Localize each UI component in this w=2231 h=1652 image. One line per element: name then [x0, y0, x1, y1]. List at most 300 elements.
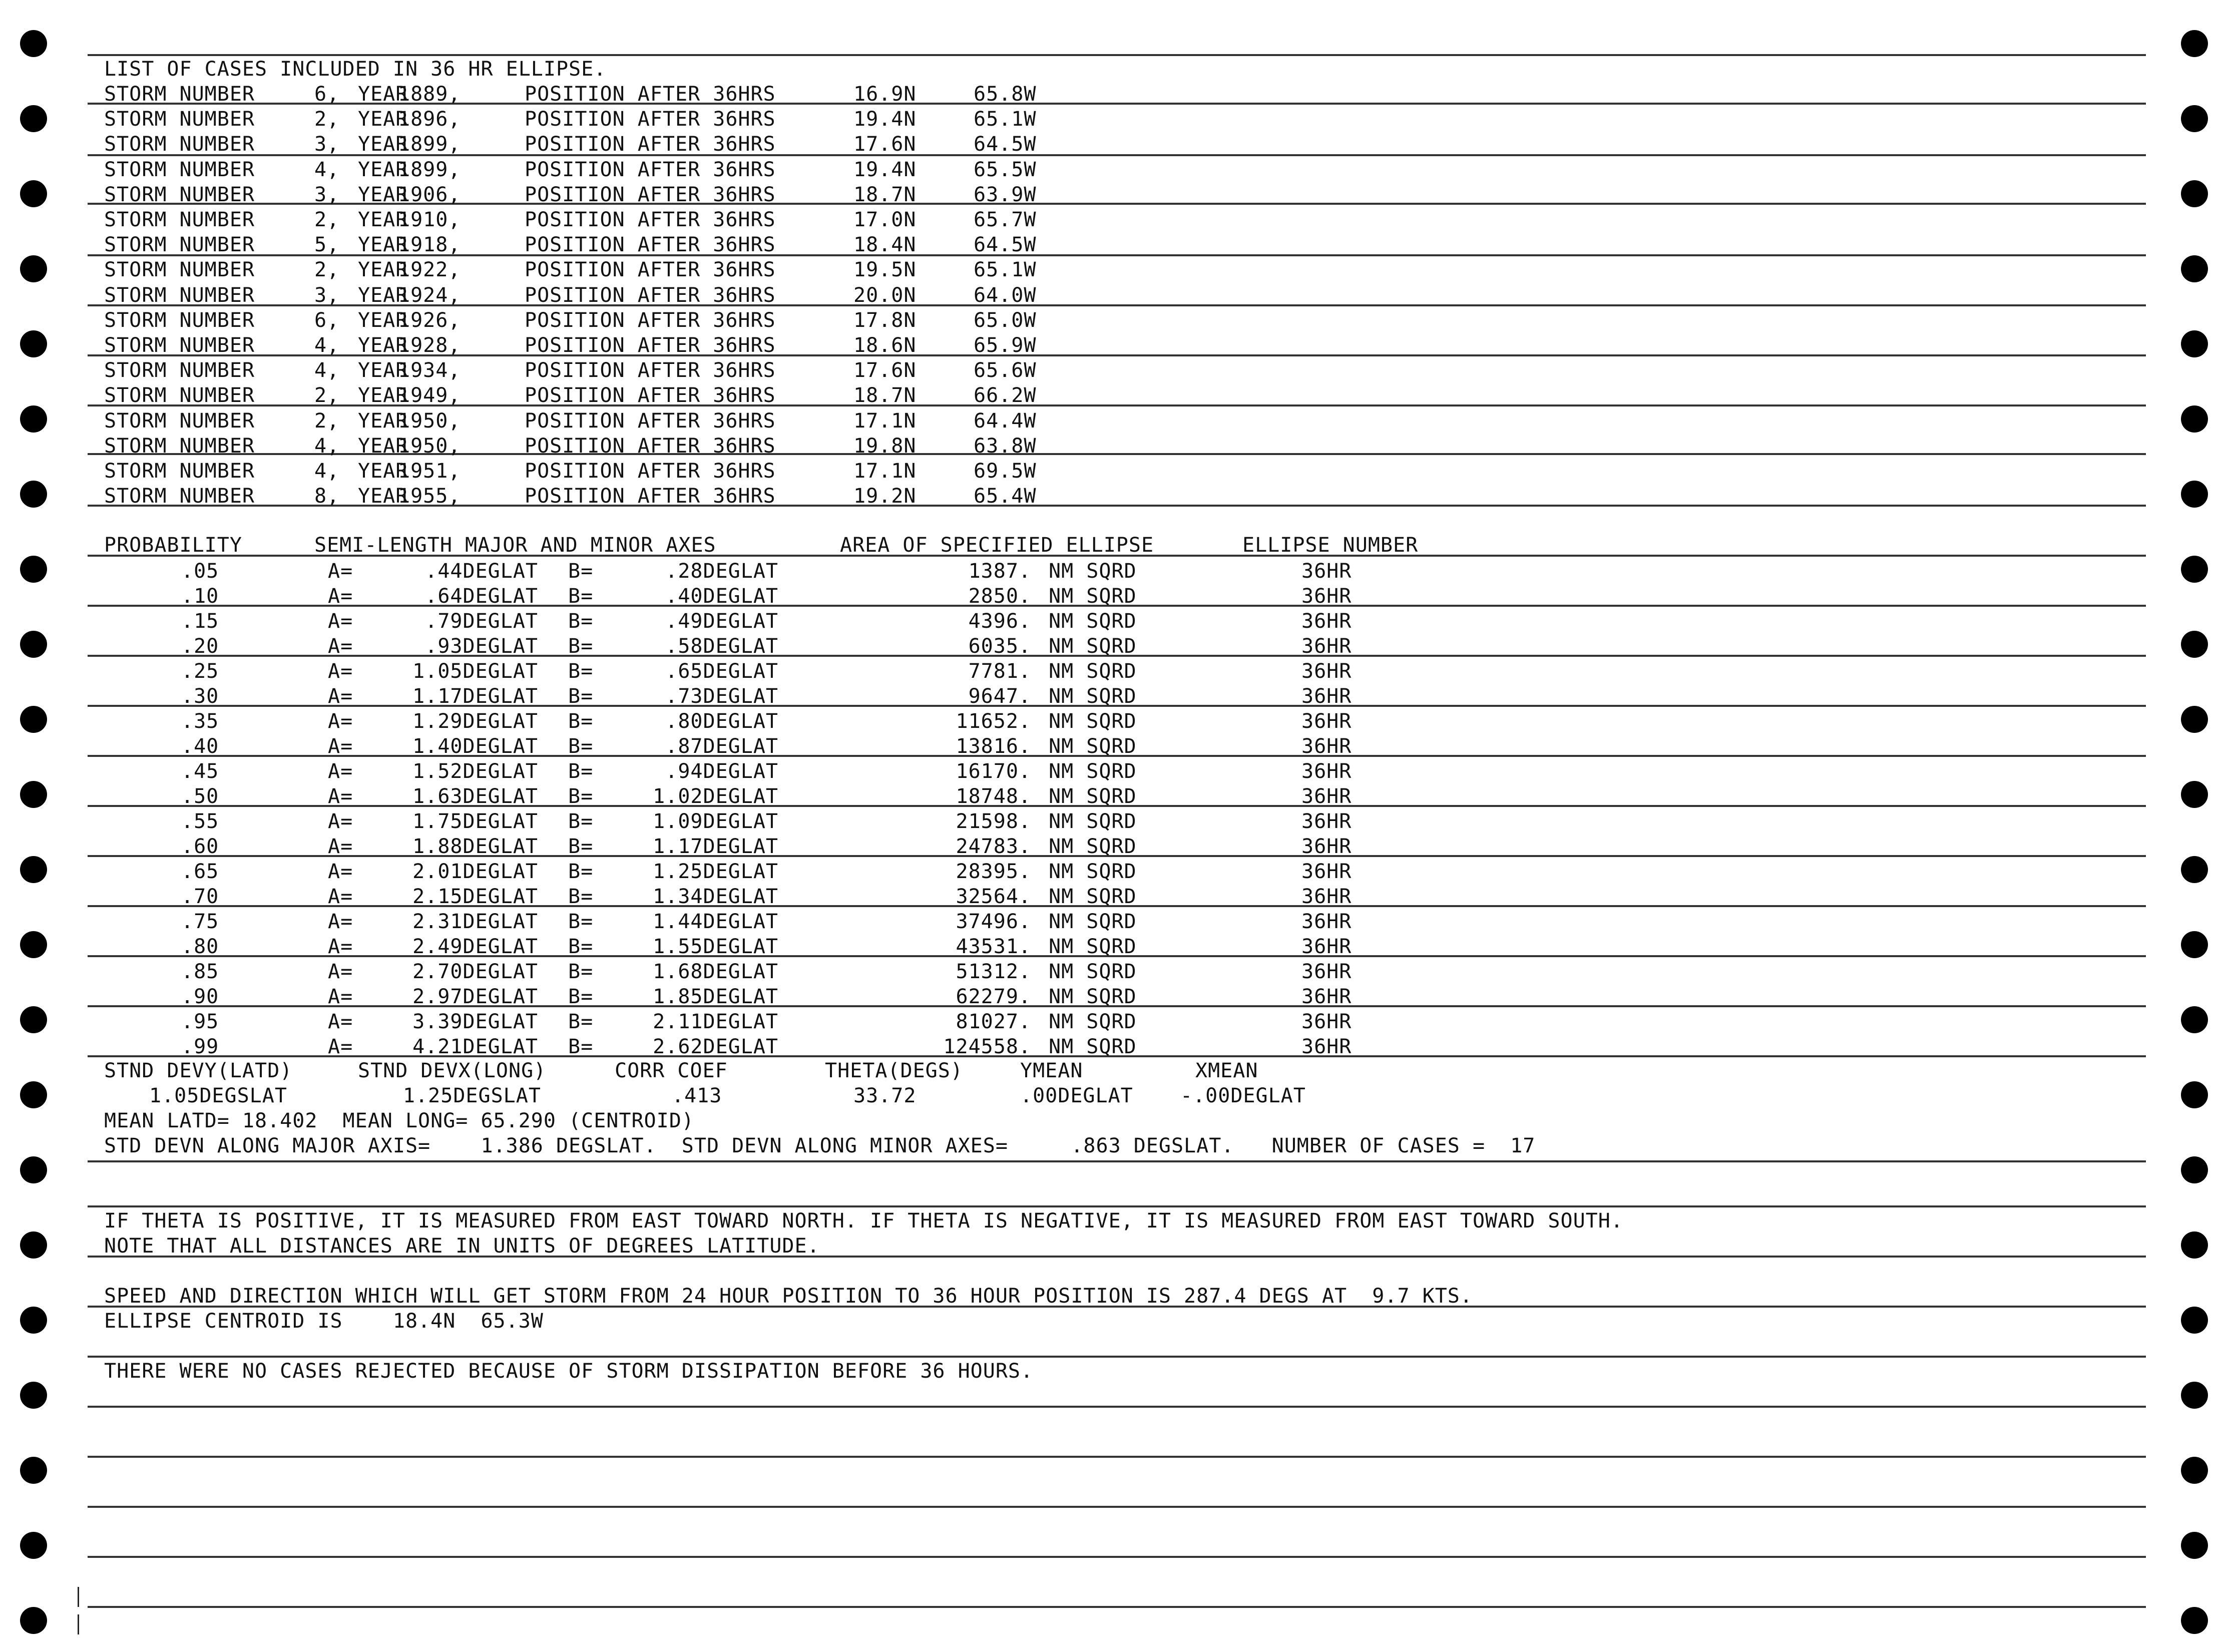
ellipse-number: 36HR: [1301, 660, 1352, 683]
area-unit: NM SQRD: [1049, 760, 1137, 783]
ruled-line: [88, 1406, 2146, 1408]
case-lat: 18.7N: [853, 384, 917, 407]
area-unit: NM SQRD: [1049, 735, 1137, 758]
a-label: A=: [328, 960, 353, 983]
area-unit: NM SQRD: [1049, 935, 1137, 958]
stats-ymean-label: YMEAN: [1020, 1059, 1083, 1082]
feed-hole: [2181, 1307, 2208, 1334]
ellipse-number: 36HR: [1301, 735, 1352, 758]
case-storm-label: STORM NUMBER: [104, 233, 255, 257]
a-label: A=: [328, 585, 353, 608]
feed-hole: [20, 706, 47, 733]
stats-ymean-value: .00DEGLAT: [1020, 1084, 1133, 1107]
case-lon: 64.5W: [974, 233, 1037, 257]
feed-hole: [20, 631, 47, 658]
a-value: 1.29DEGLAT: [412, 710, 538, 733]
area-value: 37496.: [956, 910, 1031, 933]
b-label: B=: [568, 735, 594, 758]
case-year: 1950,: [398, 409, 461, 433]
area-unit: NM SQRD: [1049, 835, 1137, 858]
case-lat: 19.4N: [853, 158, 917, 181]
case-storm-label: STORM NUMBER: [104, 83, 255, 106]
b-value: 1.17DEGLAT: [653, 835, 778, 858]
a-value: 1.40DEGLAT: [412, 735, 538, 758]
a-value: .64DEGLAT: [425, 585, 538, 608]
feed-hole: [2181, 1457, 2208, 1484]
prob-value: .55: [181, 810, 219, 833]
a-label: A=: [328, 910, 353, 933]
stats-corr-value: .413: [672, 1084, 722, 1107]
perforation-mark: [78, 1614, 79, 1634]
a-label: A=: [328, 985, 353, 1008]
ellipse-centroid-line: ELLIPSE CENTROID IS 18.4N 65.3W: [104, 1310, 544, 1333]
case-lon: 63.9W: [974, 183, 1037, 206]
ellipse-number: 36HR: [1301, 1035, 1352, 1058]
area-value: 13816.: [956, 735, 1031, 758]
case-lon: 69.5W: [974, 460, 1037, 483]
case-year-label: YEAR: [358, 434, 408, 458]
a-value: 1.88DEGLAT: [412, 835, 538, 858]
feed-hole: [20, 1307, 47, 1334]
feed-hole: [2181, 1006, 2208, 1033]
feed-hole: [2181, 781, 2208, 808]
a-value: 2.97DEGLAT: [412, 985, 538, 1008]
a-value: .44DEGLAT: [425, 560, 538, 583]
feed-hole: [20, 556, 47, 583]
case-position-label: POSITION AFTER 36HRS: [525, 409, 776, 433]
case-position-label: POSITION AFTER 36HRS: [525, 460, 776, 483]
b-value: .28DEGLAT: [665, 560, 778, 583]
a-value: 2.31DEGLAT: [412, 910, 538, 933]
b-label: B=: [568, 910, 594, 933]
case-year-label: YEAR: [358, 359, 408, 382]
b-label: B=: [568, 710, 594, 733]
prob-value: .10: [181, 585, 219, 608]
area-unit: NM SQRD: [1049, 1010, 1137, 1033]
case-storm-number: 4,: [314, 158, 340, 181]
a-value: 4.21DEGLAT: [412, 1035, 538, 1058]
case-year-label: YEAR: [358, 334, 408, 357]
case-year-label: YEAR: [358, 158, 408, 181]
b-value: .87DEGLAT: [665, 735, 778, 758]
prob-col-probability: PROBABILITY: [104, 534, 242, 557]
ellipse-number: 36HR: [1301, 560, 1352, 583]
area-value: 62279.: [956, 985, 1031, 1008]
b-label: B=: [568, 885, 594, 908]
case-storm-label: STORM NUMBER: [104, 283, 255, 307]
area-unit: NM SQRD: [1049, 585, 1137, 608]
ellipse-number: 36HR: [1301, 685, 1352, 708]
a-value: .93DEGLAT: [425, 635, 538, 658]
area-unit: NM SQRD: [1049, 910, 1137, 933]
a-label: A=: [328, 810, 353, 833]
case-storm-label: STORM NUMBER: [104, 409, 255, 433]
case-storm-label: STORM NUMBER: [104, 108, 255, 131]
a-label: A=: [328, 660, 353, 683]
rejected-cases-line: THERE WERE NO CASES REJECTED BECAUSE OF STORM DISSIPATION BEFORE 36 HOURS.: [104, 1360, 1034, 1383]
case-year: 1910,: [398, 208, 461, 231]
b-value: 1.68DEGLAT: [653, 960, 778, 983]
case-year-label: YEAR: [358, 258, 408, 282]
speed-direction-line: SPEED AND DIRECTION WHICH WILL GET STORM FROM 24 HOUR POSITION TO 36 HOUR POSITION IS 287.4 DEGS AT 9.7 KTS.: [104, 1285, 1473, 1308]
case-year-label: YEAR: [358, 308, 408, 332]
feed-hole: [2181, 180, 2208, 207]
case-storm-number: 4,: [314, 460, 340, 483]
b-value: .80DEGLAT: [665, 710, 778, 733]
area-unit: NM SQRD: [1049, 660, 1137, 683]
stats-xmean-value: -.00DEGLAT: [1180, 1084, 1306, 1107]
b-value: 2.62DEGLAT: [653, 1035, 778, 1058]
case-storm-number: 6,: [314, 83, 340, 106]
b-label: B=: [568, 960, 594, 983]
stats-devx-label: STND DEVX(LONG): [358, 1059, 547, 1082]
case-lat: 17.1N: [853, 460, 917, 483]
area-unit: NM SQRD: [1049, 810, 1137, 833]
a-label: A=: [328, 735, 353, 758]
case-storm-number: 2,: [314, 258, 340, 282]
case-lat: 19.5N: [853, 258, 917, 282]
case-position-label: POSITION AFTER 36HRS: [525, 208, 776, 231]
case-year-label: YEAR: [358, 233, 408, 257]
case-lat: 19.8N: [853, 434, 917, 458]
feed-hole: [20, 255, 47, 282]
case-year: 1896,: [398, 108, 461, 131]
case-storm-number: 2,: [314, 208, 340, 231]
stats-theta-label: THETA(DEGS): [825, 1059, 963, 1082]
mean-line: MEAN LATD= 18.402 MEAN LONG= 65.290 (CENTROID): [104, 1109, 694, 1132]
ellipse-number: 36HR: [1301, 785, 1352, 808]
b-value: 1.09DEGLAT: [653, 810, 778, 833]
stats-devy-value: 1.05DEGSLAT: [149, 1084, 287, 1107]
case-position-label: POSITION AFTER 36HRS: [525, 258, 776, 282]
b-value: 1.85DEGLAT: [653, 985, 778, 1008]
b-value: 2.11DEGLAT: [653, 1010, 778, 1033]
area-unit: NM SQRD: [1049, 710, 1137, 733]
case-year: 1949,: [398, 384, 461, 407]
case-lat: 20.0N: [853, 283, 917, 307]
b-value: 1.02DEGLAT: [653, 785, 778, 808]
area-unit: NM SQRD: [1049, 635, 1137, 658]
case-lat: 17.6N: [853, 359, 917, 382]
case-year-label: YEAR: [358, 283, 408, 307]
area-unit: NM SQRD: [1049, 985, 1137, 1008]
a-label: A=: [328, 685, 353, 708]
case-storm-label: STORM NUMBER: [104, 158, 255, 181]
a-label: A=: [328, 1010, 353, 1033]
prob-col-axes: SEMI-LENGTH MAJOR AND MINOR AXES: [314, 534, 716, 557]
case-storm-label: STORM NUMBER: [104, 308, 255, 332]
a-value: 1.05DEGLAT: [412, 660, 538, 683]
case-lon: 66.2W: [974, 384, 1037, 407]
case-position-label: POSITION AFTER 36HRS: [525, 183, 776, 206]
a-label: A=: [328, 860, 353, 883]
case-year: 1950,: [398, 434, 461, 458]
b-label: B=: [568, 610, 594, 633]
case-lon: 64.0W: [974, 283, 1037, 307]
prob-value: .80: [181, 935, 219, 958]
a-value: 2.49DEGLAT: [412, 935, 538, 958]
case-lon: 65.7W: [974, 208, 1037, 231]
case-position-label: POSITION AFTER 36HRS: [525, 108, 776, 131]
area-value: 11652.: [956, 710, 1031, 733]
perforation-mark: [78, 1587, 79, 1607]
ellipse-number: 36HR: [1301, 760, 1352, 783]
feed-hole: [20, 1156, 47, 1183]
ruled-line: [88, 1506, 2146, 1508]
case-position-label: POSITION AFTER 36HRS: [525, 83, 776, 106]
feed-hole: [20, 1457, 47, 1484]
prob-value: .85: [181, 960, 219, 983]
prob-value: .30: [181, 685, 219, 708]
prob-value: .20: [181, 635, 219, 658]
case-year: 1922,: [398, 258, 461, 282]
prob-value: .35: [181, 710, 219, 733]
prob-value: .65: [181, 860, 219, 883]
ellipse-number: 36HR: [1301, 935, 1352, 958]
ellipse-number: 36HR: [1301, 710, 1352, 733]
ellipse-number: 36HR: [1301, 635, 1352, 658]
b-value: 1.55DEGLAT: [653, 935, 778, 958]
a-value: 1.52DEGLAT: [412, 760, 538, 783]
a-label: A=: [328, 710, 353, 733]
case-year: 1889,: [398, 83, 461, 106]
case-storm-number: 5,: [314, 233, 340, 257]
case-storm-label: STORM NUMBER: [104, 384, 255, 407]
feed-hole: [2181, 255, 2208, 282]
feed-hole: [20, 1006, 47, 1033]
feed-hole: [2181, 556, 2208, 583]
prob-value: .15: [181, 610, 219, 633]
area-value: 21598.: [956, 810, 1031, 833]
feed-hole: [2181, 1607, 2208, 1634]
feed-hole: [2181, 1382, 2208, 1409]
case-storm-label: STORM NUMBER: [104, 183, 255, 206]
area-value: 7781.: [968, 660, 1031, 683]
b-label: B=: [568, 1035, 594, 1058]
b-value: .65DEGLAT: [665, 660, 778, 683]
b-value: 1.25DEGLAT: [653, 860, 778, 883]
ellipse-number: 36HR: [1301, 960, 1352, 983]
stats-theta-value: 33.72: [853, 1084, 917, 1107]
ellipse-number: 36HR: [1301, 985, 1352, 1008]
ellipse-number: 36HR: [1301, 910, 1352, 933]
case-storm-number: 3,: [314, 133, 340, 156]
case-year: 1899,: [398, 133, 461, 156]
feed-hole: [20, 105, 47, 132]
feed-hole: [2181, 1081, 2208, 1108]
b-label: B=: [568, 685, 594, 708]
ellipse-number: 36HR: [1301, 1010, 1352, 1033]
case-storm-number: 3,: [314, 183, 340, 206]
case-year: 1899,: [398, 158, 461, 181]
cases-header: LIST OF CASES INCLUDED IN 36 HR ELLIPSE.: [104, 58, 607, 81]
prob-value: .45: [181, 760, 219, 783]
feed-hole: [2181, 330, 2208, 357]
case-position-label: POSITION AFTER 36HRS: [525, 384, 776, 407]
feed-hole: [20, 781, 47, 808]
case-storm-number: 2,: [314, 384, 340, 407]
feed-hole: [2181, 1532, 2208, 1559]
prob-value: .05: [181, 560, 219, 583]
case-lon: 64.5W: [974, 133, 1037, 156]
prob-value: .70: [181, 885, 219, 908]
a-value: 1.17DEGLAT: [412, 685, 538, 708]
feed-hole: [2181, 405, 2208, 433]
case-position-label: POSITION AFTER 36HRS: [525, 133, 776, 156]
area-value: 2850.: [968, 585, 1031, 608]
feed-hole: [20, 1231, 47, 1259]
case-storm-label: STORM NUMBER: [104, 133, 255, 156]
case-year-label: YEAR: [358, 485, 408, 508]
feed-hole: [2181, 1156, 2208, 1183]
ruled-line: [88, 1356, 2146, 1358]
case-lon: 65.0W: [974, 308, 1037, 332]
case-position-label: POSITION AFTER 36HRS: [525, 359, 776, 382]
ellipse-number: 36HR: [1301, 835, 1352, 858]
case-lon: 65.9W: [974, 334, 1037, 357]
feed-hole: [2181, 1231, 2208, 1259]
area-unit: NM SQRD: [1049, 1035, 1137, 1058]
a-value: 2.70DEGLAT: [412, 960, 538, 983]
prob-col-ellipse: ELLIPSE NUMBER: [1242, 534, 1419, 557]
ellipse-number: 36HR: [1301, 585, 1352, 608]
case-storm-label: STORM NUMBER: [104, 460, 255, 483]
area-value: 32564.: [956, 885, 1031, 908]
ellipse-number: 36HR: [1301, 810, 1352, 833]
feed-hole: [2181, 631, 2208, 658]
a-label: A=: [328, 610, 353, 633]
prob-col-area: AREA OF SPECIFIED ELLIPSE: [840, 534, 1154, 557]
feed-hole: [20, 1382, 47, 1409]
feed-hole: [20, 330, 47, 357]
b-label: B=: [568, 835, 594, 858]
b-value: .73DEGLAT: [665, 685, 778, 708]
prob-value: .50: [181, 785, 219, 808]
case-storm-label: STORM NUMBER: [104, 434, 255, 458]
feed-hole: [2181, 481, 2208, 508]
case-year: 1934,: [398, 359, 461, 382]
ellipse-number: 36HR: [1301, 885, 1352, 908]
case-storm-number: 4,: [314, 434, 340, 458]
a-value: 2.01DEGLAT: [412, 860, 538, 883]
case-lat: 17.1N: [853, 409, 917, 433]
a-label: A=: [328, 560, 353, 583]
a-label: A=: [328, 935, 353, 958]
feed-hole: [20, 1532, 47, 1559]
area-unit: NM SQRD: [1049, 960, 1137, 983]
area-value: 81027.: [956, 1010, 1031, 1033]
case-lat: 16.9N: [853, 83, 917, 106]
b-label: B=: [568, 560, 594, 583]
left-feed-strip: [20, 0, 60, 1652]
case-lon: 65.6W: [974, 359, 1037, 382]
ruled-line: [88, 1606, 2146, 1608]
a-label: A=: [328, 885, 353, 908]
b-value: 1.34DEGLAT: [653, 885, 778, 908]
case-storm-label: STORM NUMBER: [104, 485, 255, 508]
prob-value: .99: [181, 1035, 219, 1058]
case-lon: 65.4W: [974, 485, 1037, 508]
case-storm-label: STORM NUMBER: [104, 208, 255, 231]
b-label: B=: [568, 860, 594, 883]
case-lat: 18.7N: [853, 183, 917, 206]
b-label: B=: [568, 810, 594, 833]
stdev-line: STD DEVN ALONG MAJOR AXIS= 1.386 DEGSLAT. STD DEVN ALONG MINOR AXES= .863 DEGSLAT. NUMBER OF CASES = 17: [104, 1134, 1536, 1157]
area-value: 18748.: [956, 785, 1031, 808]
stats-devx-value: 1.25DEGSLAT: [403, 1084, 541, 1107]
area-value: 16170.: [956, 760, 1031, 783]
case-lat: 17.8N: [853, 308, 917, 332]
feed-hole: [2181, 105, 2208, 132]
case-storm-number: 4,: [314, 359, 340, 382]
b-label: B=: [568, 935, 594, 958]
case-year-label: YEAR: [358, 183, 408, 206]
case-lon: 65.5W: [974, 158, 1037, 181]
prob-value: .95: [181, 1010, 219, 1033]
case-year-label: YEAR: [358, 460, 408, 483]
ellipse-number: 36HR: [1301, 860, 1352, 883]
feed-hole: [2181, 30, 2208, 57]
area-unit: NM SQRD: [1049, 610, 1137, 633]
a-value: .79DEGLAT: [425, 610, 538, 633]
b-value: .49DEGLAT: [665, 610, 778, 633]
case-lon: 65.1W: [974, 108, 1037, 131]
case-year: 1928,: [398, 334, 461, 357]
area-unit: NM SQRD: [1049, 885, 1137, 908]
a-value: 2.15DEGLAT: [412, 885, 538, 908]
feed-hole: [20, 856, 47, 883]
case-position-label: POSITION AFTER 36HRS: [525, 308, 776, 332]
case-year-label: YEAR: [358, 384, 408, 407]
a-label: A=: [328, 835, 353, 858]
prob-value: .60: [181, 835, 219, 858]
feed-hole: [2181, 931, 2208, 958]
case-storm-number: 2,: [314, 108, 340, 131]
area-value: 1387.: [968, 560, 1031, 583]
case-year-label: YEAR: [358, 409, 408, 433]
b-value: .58DEGLAT: [665, 635, 778, 658]
case-lat: 18.4N: [853, 233, 917, 257]
b-label: B=: [568, 760, 594, 783]
case-year: 1924,: [398, 283, 461, 307]
area-value: 28395.: [956, 860, 1031, 883]
prob-value: .40: [181, 735, 219, 758]
a-label: A=: [328, 760, 353, 783]
feed-hole: [20, 180, 47, 207]
case-position-label: POSITION AFTER 36HRS: [525, 434, 776, 458]
area-unit: NM SQRD: [1049, 560, 1137, 583]
stats-xmean-label: XMEAN: [1195, 1059, 1258, 1082]
case-year: 1906,: [398, 183, 461, 206]
b-label: B=: [568, 585, 594, 608]
case-position-label: POSITION AFTER 36HRS: [525, 158, 776, 181]
prob-value: .25: [181, 660, 219, 683]
case-storm-label: STORM NUMBER: [104, 258, 255, 282]
a-value: 1.75DEGLAT: [412, 810, 538, 833]
a-label: A=: [328, 1035, 353, 1058]
case-lon: 65.1W: [974, 258, 1037, 282]
case-lat: 19.4N: [853, 108, 917, 131]
ruled-line: [88, 1456, 2146, 1458]
ellipse-number: 36HR: [1301, 610, 1352, 633]
prob-value: .75: [181, 910, 219, 933]
feed-hole: [20, 481, 47, 508]
case-position-label: POSITION AFTER 36HRS: [525, 334, 776, 357]
area-value: 9647.: [968, 685, 1031, 708]
case-lon: 63.8W: [974, 434, 1037, 458]
b-label: B=: [568, 985, 594, 1008]
ruled-line: [88, 54, 2146, 56]
